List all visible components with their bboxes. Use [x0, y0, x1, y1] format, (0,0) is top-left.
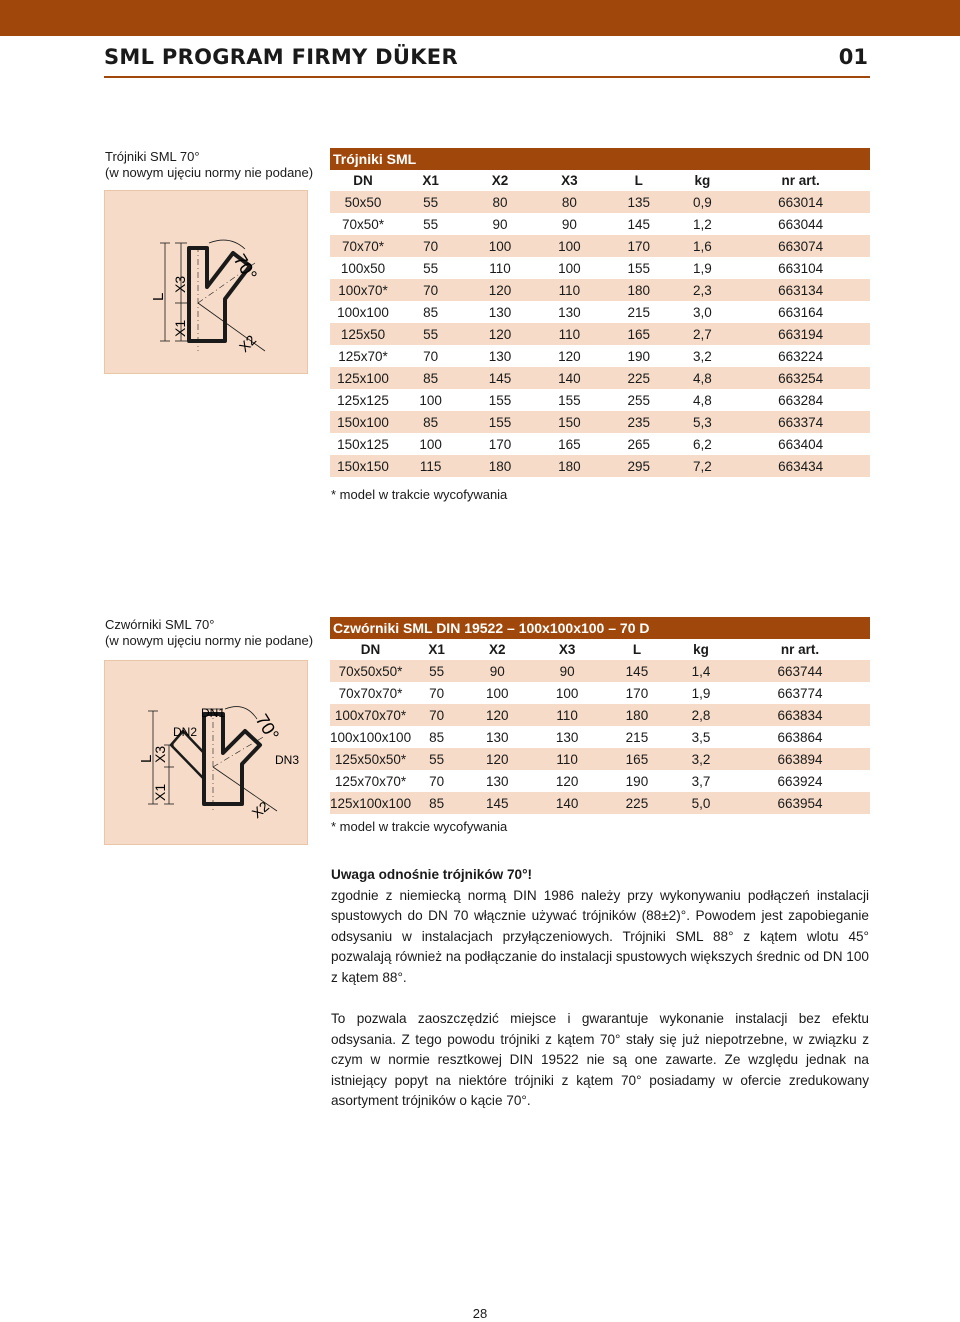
table-cell: 120	[465, 323, 534, 345]
table-cell: 100x100	[337, 304, 389, 320]
table-cell: 120	[462, 748, 532, 770]
table-row	[330, 389, 870, 411]
table-cell: 120	[558, 348, 581, 364]
table-cell: 125x100x100	[330, 792, 411, 814]
table-cell: 663284	[778, 392, 824, 408]
table-cell: 125x50	[330, 323, 396, 345]
table-row	[330, 792, 870, 814]
top-color-bar	[0, 0, 960, 36]
table-cell: 90	[561, 216, 577, 232]
table-cell: 150x150	[330, 455, 396, 477]
table-cell: 155	[465, 411, 534, 433]
table-cell: 90	[492, 216, 508, 232]
table-cell: 70	[411, 704, 462, 726]
table-row	[330, 433, 870, 455]
column-header: DN	[353, 173, 373, 188]
cross-x3-label: X3	[152, 745, 168, 763]
table-row	[330, 367, 870, 389]
table-cell: 663254	[731, 367, 870, 389]
table-cell: 130	[488, 348, 512, 364]
cross-l-label: L	[138, 754, 155, 763]
table-cell: 110	[535, 323, 604, 345]
table-cell: 115	[396, 455, 465, 477]
table-cell: 663194	[731, 323, 870, 345]
table-cell: 2,8	[672, 704, 730, 726]
table-cell: 100	[419, 436, 442, 452]
table-cell: 6,2	[692, 436, 712, 452]
table-cell: 663104	[778, 260, 824, 276]
table-row	[330, 257, 870, 279]
table-cell: 120	[462, 704, 532, 726]
table-cell: 180	[602, 704, 672, 726]
table-cell: 663044	[778, 216, 824, 232]
table-cell: 145	[627, 216, 651, 232]
table-cell: 3,5	[691, 729, 711, 745]
column-header: DN	[360, 642, 381, 657]
column-header: nr art.	[781, 173, 820, 188]
cross-caption	[105, 617, 313, 649]
table-cell: 1,9	[691, 685, 711, 701]
table-row	[330, 682, 870, 704]
warning-heading: Uwaga odnośnie trójników 70°!	[331, 867, 533, 882]
table-cell: 5,3	[673, 411, 731, 433]
header-rule	[104, 76, 870, 78]
table-cell: 663954	[730, 792, 870, 814]
table-cell: 165	[558, 436, 581, 452]
table-cell: 170	[625, 685, 649, 701]
table-cell: 110	[532, 748, 602, 770]
table-cell: 85	[429, 729, 445, 745]
cross-dn1-label: DN1	[201, 706, 226, 720]
table-cell: 663404	[778, 436, 824, 452]
table-cell: 190	[625, 773, 649, 789]
table-cell: 170	[604, 235, 673, 257]
table-cell: 55	[411, 748, 462, 770]
cross-table-body	[330, 660, 870, 814]
page-title: SML PROGRAM FIRMY DÜKER	[104, 45, 458, 69]
table-cell: 155	[627, 260, 651, 276]
table-cell: 100	[485, 685, 509, 701]
table-cell: 295	[604, 455, 673, 477]
table-cell: 5,0	[672, 792, 730, 814]
table-cell: 100	[465, 235, 534, 257]
cross-table-note: * model w trakcie wycofywania	[331, 819, 508, 834]
table-cell: 255	[627, 392, 651, 408]
column-header: X3	[561, 173, 578, 188]
table-cell: 100	[535, 235, 604, 257]
table-cell: 0,9	[673, 191, 731, 213]
table-cell: 140	[532, 792, 602, 814]
table-cell: 90	[532, 660, 602, 682]
table-cell: 130	[558, 304, 581, 320]
table-cell: 663744	[730, 660, 870, 682]
table-cell: 55	[396, 323, 465, 345]
table-cell: 2,7	[673, 323, 731, 345]
cross-x2-label: X2	[248, 798, 273, 822]
table-cell: 3,2	[692, 348, 712, 364]
table-cell: 1,4	[672, 660, 730, 682]
table-cell: 4,8	[673, 367, 731, 389]
table-cell: 50x50	[330, 191, 396, 213]
table-row	[330, 191, 870, 213]
table-cell: 215	[627, 304, 651, 320]
table-cell: 663774	[777, 685, 823, 701]
table-cell: 150x100	[330, 411, 396, 433]
column-header: X1	[428, 642, 445, 657]
table-row	[330, 323, 870, 345]
table-cell: 663374	[731, 411, 870, 433]
table-cell: 140	[535, 367, 604, 389]
cross-caption-title: Czwórniki SML 70°	[105, 617, 215, 632]
cross-x1-label: X1	[152, 783, 168, 801]
table-cell: 3,7	[691, 773, 711, 789]
table-cell: 130	[485, 729, 509, 745]
cross-caption-subtitle: (w nowym ujęciu normy nie podane)	[105, 633, 314, 648]
table-cell: 55	[396, 191, 465, 213]
column-header: X2	[488, 642, 506, 657]
table-cell: 663894	[730, 748, 870, 770]
table-cell: 663014	[731, 191, 870, 213]
table-cell: 90	[462, 660, 532, 682]
table-cell: 125x100	[330, 367, 396, 389]
table-cell: 70x70x70*	[338, 685, 403, 701]
table-cell: 145	[462, 792, 532, 814]
page-number: 28	[472, 1306, 488, 1321]
tee-drawing	[105, 191, 307, 373]
table-row	[330, 235, 870, 257]
table-cell: 85	[423, 304, 439, 320]
table-cell: 85	[396, 411, 465, 433]
table-cell: 180	[465, 455, 534, 477]
table-cell: 100x70*	[330, 279, 396, 301]
table-cell: 125x50x50*	[330, 748, 411, 770]
cross-dn3-label: DN3	[275, 753, 300, 767]
cross-diagram	[104, 660, 308, 845]
tee-table	[330, 148, 870, 477]
cross-drawing	[105, 661, 307, 844]
table-cell: 55	[423, 260, 439, 276]
column-header: nr art.	[780, 642, 820, 657]
table-cell: 80	[465, 191, 534, 213]
table-cell: 70	[423, 348, 439, 364]
column-header: L	[632, 642, 642, 657]
page-header	[104, 42, 870, 72]
table-cell: 145	[602, 660, 672, 682]
table-cell: 70x70*	[330, 235, 396, 257]
table-cell: 663924	[777, 773, 823, 789]
table-row	[330, 301, 870, 323]
table-cell: 125x125	[337, 392, 389, 408]
table-cell: 215	[625, 729, 649, 745]
table-row	[330, 704, 870, 726]
table-cell: 3,2	[672, 748, 730, 770]
table-cell: 663074	[731, 235, 870, 257]
section-number: 01	[838, 45, 868, 69]
table-cell: 165	[602, 748, 672, 770]
column-header: L	[634, 173, 643, 188]
tee-angle-label: 70°	[229, 250, 262, 285]
table-row	[330, 279, 870, 301]
table-cell: 7,2	[673, 455, 731, 477]
table-cell: 110	[535, 279, 604, 301]
warning-paragraph-1: zgodnie z niemiecką normą DIN 1986 należy przy wykonywaniu podłączeń instalacji spustowych do DN 70 włącznie używać trójników (88±2)°. Powodem jest zapobieganie odsysaniu w instalacjach przyłączeniowych. Trójniki SML 88° z kątem wlotu 45° pozwalają również na podłączanie do instalacji spustowych większych średnic od DN 100 z kątem 88°.	[331, 887, 869, 985]
table-cell: 130	[555, 729, 579, 745]
table-row	[330, 345, 870, 367]
table-cell: 663134	[731, 279, 870, 301]
table-cell: 663864	[777, 729, 823, 745]
table-cell: 85	[396, 367, 465, 389]
table-cell: 150x125	[337, 436, 389, 452]
table-cell: 100	[419, 392, 442, 408]
table-row	[330, 411, 870, 433]
table-cell: 135	[604, 191, 673, 213]
tee-x1-label: X1	[172, 319, 188, 337]
table-row	[330, 770, 870, 792]
cross-table	[330, 617, 870, 814]
column-header: kg	[693, 642, 709, 657]
table-cell: 170	[488, 436, 512, 452]
table-cell: 180	[604, 279, 673, 301]
table-cell: 110	[532, 704, 602, 726]
table-cell: 663834	[730, 704, 870, 726]
tee-caption-subtitle: (w nowym ujęciu normy nie podane)	[105, 165, 314, 180]
table-cell: 1,6	[673, 235, 731, 257]
tee-x2-label: X2	[235, 331, 260, 356]
table-cell: 235	[604, 411, 673, 433]
column-header: kg	[694, 173, 711, 188]
table-cell: 70	[429, 685, 445, 701]
table-cell: 4,8	[692, 392, 712, 408]
table-cell: 180	[535, 455, 604, 477]
table-cell: 663224	[778, 348, 824, 364]
tee-table-body	[330, 191, 870, 477]
table-cell: 1,9	[692, 260, 712, 276]
table-cell: 70	[396, 235, 465, 257]
table-cell: 120	[555, 773, 579, 789]
table-cell: 150	[535, 411, 604, 433]
table-cell: 130	[485, 773, 509, 789]
column-header: X2	[491, 173, 509, 188]
table-row	[330, 726, 870, 748]
table-cell: 70	[429, 773, 445, 789]
table-cell: 3,0	[692, 304, 712, 320]
table-cell: 155	[488, 392, 512, 408]
table-cell: 85	[411, 792, 462, 814]
table-cell: 265	[627, 436, 651, 452]
table-cell: 663434	[731, 455, 870, 477]
tee-l-label: L	[150, 292, 167, 301]
tee-diagram	[104, 190, 308, 374]
table-row	[330, 455, 870, 477]
table-cell: 130	[488, 304, 512, 320]
table-cell: 100x70x70*	[330, 704, 411, 726]
table-cell: 80	[535, 191, 604, 213]
table-cell: 100	[555, 685, 579, 701]
table-cell: 100	[558, 260, 581, 276]
table-cell: 110	[489, 260, 511, 276]
table-cell: 225	[604, 367, 673, 389]
table-cell: 190	[627, 348, 651, 364]
table-cell: 125x70x70*	[334, 773, 407, 789]
table-cell: 125x70*	[338, 348, 388, 364]
table-cell: 165	[604, 323, 673, 345]
table-cell: 55	[411, 660, 462, 682]
table-cell: 145	[465, 367, 534, 389]
tee-caption-title: Trójniki SML 70°	[105, 149, 200, 164]
warning-text-block	[331, 865, 869, 1112]
column-header: X1	[422, 173, 439, 188]
tee-caption	[105, 149, 313, 181]
tee-table-title: Trójniki SML	[330, 148, 870, 170]
tee-table-header	[330, 170, 870, 191]
table-cell: 120	[465, 279, 534, 301]
table-cell: 225	[602, 792, 672, 814]
table-cell: 70	[396, 279, 465, 301]
column-header: X3	[558, 642, 576, 657]
warning-paragraph-2: To pozwala zaoszczędzić miejsce i gwarantuje wykonanie instalacji bez efektu odsysania. Z tego powodu trójniki z kątem 70° stały się już niepotrzebne, w związku z czym w normie resztkowej DIN 19522 nie są one zawarte. Ze względu jednak na istniejący popyt na niektóre trójniki z kątem 70° posiadamy w ofercie zredukowany asortyment trójników o kącie 70°.	[331, 1011, 869, 1108]
table-row	[330, 213, 870, 235]
table-cell: 2,3	[673, 279, 731, 301]
table-cell: 155	[558, 392, 581, 408]
table-row	[330, 748, 870, 770]
table-cell: 100x100x100	[330, 729, 412, 745]
tee-x3-label: X3	[172, 275, 188, 293]
table-row	[330, 660, 870, 682]
table-cell: 55	[423, 216, 439, 232]
cross-table-title: Czwórniki SML DIN 19522 – 100x100x100 – 70 D	[330, 617, 870, 639]
table-cell: 1,2	[692, 216, 712, 232]
tee-table-note: * model w trakcie wycofywania	[331, 487, 508, 502]
table-cell: 663164	[778, 304, 824, 320]
cross-angle-label: 70°	[251, 710, 284, 745]
cross-dn2-label: DN2	[173, 725, 198, 739]
table-cell: 70x50x50*	[330, 660, 411, 682]
cross-table-header	[330, 639, 870, 660]
table-cell: 70x50*	[341, 216, 385, 232]
table-cell: 100x50	[340, 260, 386, 276]
